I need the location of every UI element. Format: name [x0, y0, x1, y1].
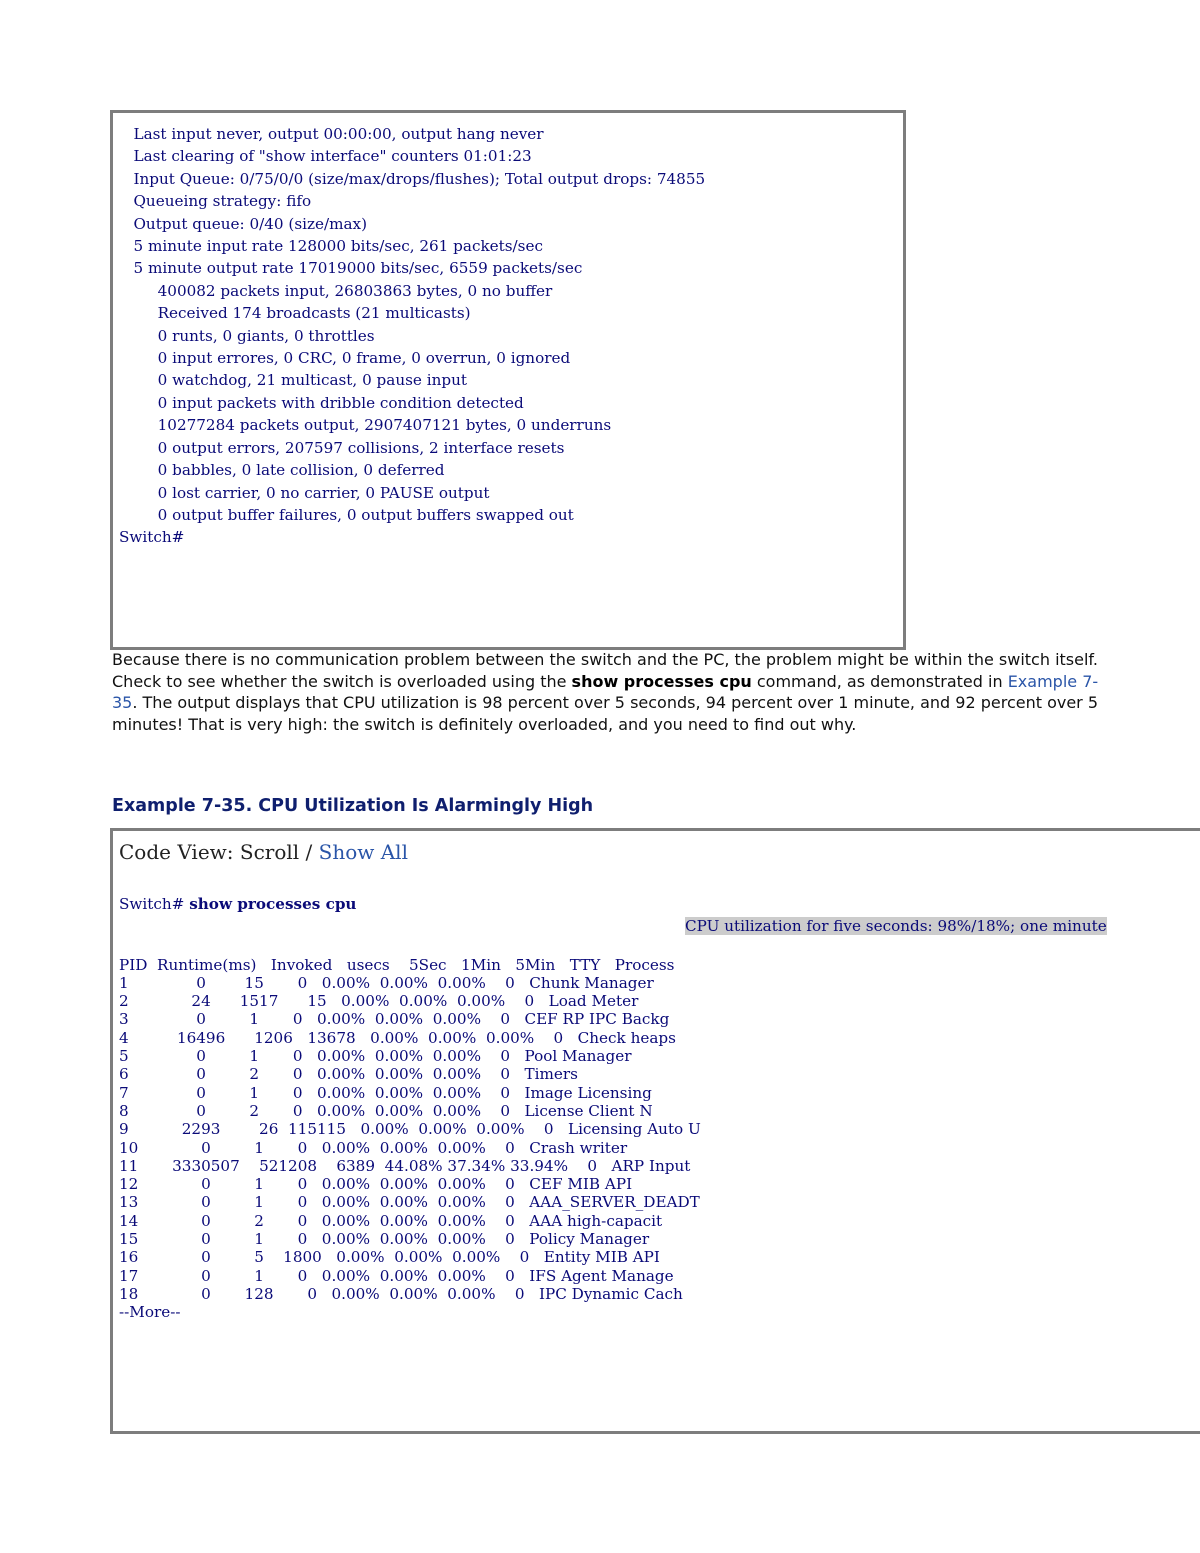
paragraph-text-1: Because there is no communication problem between the switch and the PC, the problem might be within the switch itself. Check to see whether the switch is overloaded using the — [112, 650, 1098, 691]
output-line: 5 minute output rate 17019000 bits/sec, 6559 packets/sec — [119, 259, 583, 278]
output-line: 0 watchdog, 21 multicast, 0 pause input — [119, 371, 467, 390]
table-row: 7 0 1 0 0.00% 0.00% 0.00% 0 Image Licensing — [119, 1083, 652, 1102]
output-line: 0 lost carrier, 0 no carrier, 0 PAUSE output — [119, 483, 490, 502]
table-row: 5 0 1 0 0.00% 0.00% 0.00% 0 Pool Manager — [119, 1047, 632, 1066]
more-prompt: --More-- — [119, 1303, 181, 1322]
table-row: 4 16496 1206 13678 0.00% 0.00% 0.00% 0 Check heaps — [119, 1028, 676, 1047]
process-table — [119, 919, 701, 1322]
table-row: 15 0 1 0 0.00% 0.00% 0.00% 0 Policy Manager — [119, 1230, 650, 1249]
code-view-header — [119, 840, 408, 864]
command-line — [119, 895, 356, 913]
output-line: 5 minute input rate 128000 bits/sec, 261 packets/sec — [119, 237, 543, 256]
table-row: 2 24 1517 15 0.00% 0.00% 0.00% 0 Load Meter — [119, 992, 639, 1011]
table-row: 12 0 1 0 0.00% 0.00% 0.00% 0 CEF MIB API — [119, 1175, 633, 1194]
output-line: 0 input packets with dribble condition detected — [119, 393, 524, 412]
table-row: 17 0 1 0 0.00% 0.00% 0.00% 0 IFS Agent Manage — [119, 1266, 674, 1285]
table-row: 1 0 15 0 0.00% 0.00% 0.00% 0 Chunk Manager — [119, 973, 654, 992]
example-code-box — [110, 828, 1200, 1434]
example-caption: Example 7-35. CPU Utilization Is Alarmingly High — [112, 796, 594, 816]
paragraph-command: show processes cpu — [571, 671, 752, 691]
table-row: 16 0 5 1800 0.00% 0.00% 0.00% 0 Entity MIB API — [119, 1248, 660, 1267]
table-row: 13 0 1 0 0.00% 0.00% 0.00% 0 AAA_SERVER_DEADT — [119, 1193, 700, 1212]
output-line: Switch# — [119, 528, 185, 547]
table-row: 3 0 1 0 0.00% 0.00% 0.00% 0 CEF RP IPC Backg — [119, 1010, 670, 1029]
command: show processes cpu — [189, 895, 357, 913]
cpu-utilization-line: CPU utilization for five seconds: 98%/18%; one minute — [685, 917, 1107, 935]
table-row: 10 0 1 0 0.00% 0.00% 0.00% 0 Crash writer — [119, 1138, 628, 1157]
output-line: 0 babbles, 0 late collision, 0 deferred — [119, 461, 445, 480]
output-line: 10277284 packets output, 2907407121 bytes, 0 underruns — [119, 416, 612, 435]
output-line: 400082 packets input, 26803863 bytes, 0 no buffer — [119, 281, 553, 300]
code-view-label: Code View: Scroll / — [119, 840, 319, 864]
interface-output-box — [110, 110, 906, 650]
output-line: 0 input errores, 0 CRC, 0 frame, 0 overrun, 0 ignored — [119, 349, 571, 368]
table-row: 8 0 2 0 0.00% 0.00% 0.00% 0 License Client N — [119, 1101, 653, 1120]
table-row: 11 3330507 521208 6389 44.08% 37.34% 33.94% 0 ARP Input — [119, 1156, 691, 1175]
output-line: Output queue: 0/40 (size/max) — [119, 214, 368, 233]
output-line: Last input never, output 00:00:00, output hang never — [119, 125, 544, 143]
output-line: Input Queue: 0/75/0/0 (size/max/drops/flushes); Total output drops: 74855 — [119, 169, 706, 188]
example-link[interactable]: Example 7-35 — [112, 671, 1099, 713]
show-all-link[interactable]: Show All — [318, 840, 408, 864]
table-row: 9 2293 26 115115 0.00% 0.00% 0.00% 0 Licensing Auto U — [119, 1120, 701, 1139]
output-line: Last clearing of "show interface" counters 01:01:23 — [119, 147, 532, 166]
paragraph-text-2: command, as demonstrated in — [751, 671, 1008, 691]
output-line: 0 runts, 0 giants, 0 throttles — [119, 326, 375, 345]
output-line: 0 output buffer failures, 0 output buffers swapped out — [119, 505, 574, 524]
table-row: 6 0 2 0 0.00% 0.00% 0.00% 0 Timers — [119, 1065, 578, 1084]
body-paragraph — [112, 649, 1102, 735]
table-header: PID Runtime(ms) Invoked usecs 5Sec 1Min 5Min TTY Process — [119, 955, 675, 974]
prompt: Switch# — [119, 895, 190, 913]
interface-output-code — [119, 123, 705, 549]
table-row: 18 0 128 0 0.00% 0.00% 0.00% 0 IPC Dynamic Cach — [119, 1284, 683, 1303]
output-line: Received 174 broadcasts (21 multicasts) — [119, 304, 471, 323]
output-line: 0 output errors, 207597 collisions, 2 interface resets — [119, 438, 565, 457]
table-row: 14 0 2 0 0.00% 0.00% 0.00% 0 AAA high-capacit — [119, 1211, 663, 1230]
output-line: Queueing strategy: fifo — [119, 192, 312, 211]
paragraph-text-3: . The output displays that CPU utilization is 98 percent over 5 seconds, 94 percent over 1 minute, and 92 percent over 5 minutes! That is very high: the switch is definitely overloaded, and you need to find out why. — [112, 693, 1099, 734]
